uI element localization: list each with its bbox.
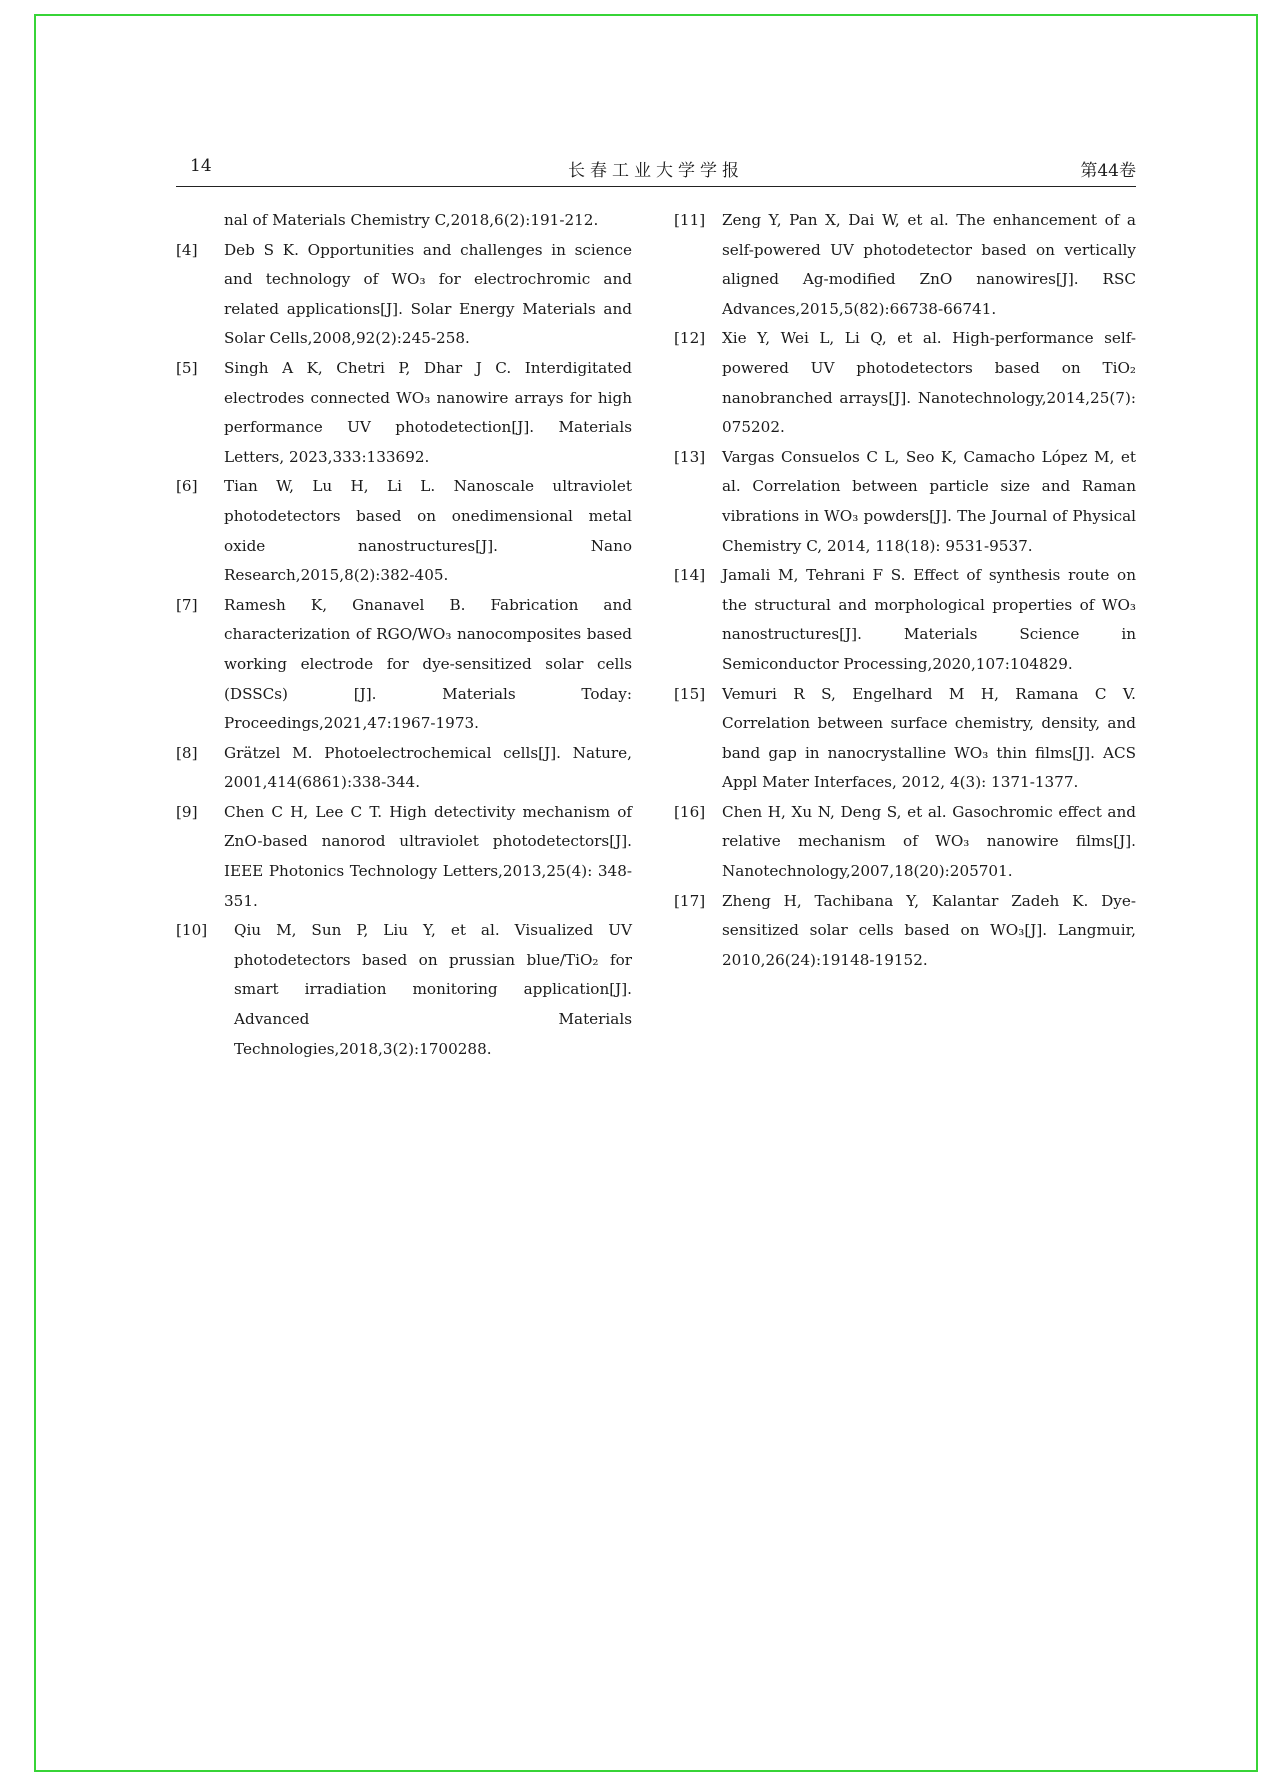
reference-item — [674, 443, 1136, 561]
reference-item — [674, 206, 1136, 324]
reference-number: [13] — [674, 447, 706, 466]
reference-item — [674, 680, 1136, 798]
reference-number: [16] — [674, 802, 706, 821]
reference-item — [176, 916, 632, 1064]
running-header — [176, 152, 1136, 187]
reference-number: [7] — [176, 595, 198, 614]
reference-column-left — [176, 206, 632, 1064]
reference-number: [10] — [176, 921, 208, 940]
reference-item — [176, 591, 632, 739]
reference-item — [176, 236, 632, 354]
reference-item — [674, 561, 1136, 679]
reference-number: [6] — [176, 477, 198, 496]
reference-item — [176, 472, 632, 590]
reference-text: Xie Y, Wei L, Li Q, et al. High-performance self-powered UV photodetectors based on TiO₂ nanobranched arrays[J]. Nanotechnology,2014,25(7): 075202. — [722, 329, 1136, 437]
reference-item — [674, 324, 1136, 442]
page-number: 14 — [190, 156, 212, 176]
reference-number: [11] — [674, 211, 706, 229]
reference-text: Zeng Y, Pan X, Dai W, et al. The enhancement of a self-powered UV photodetector based on vertically aligned Ag-modified ZnO nanowires[J]. RSC Advances,2015,5(82):66738-66741. — [722, 211, 1136, 318]
reference-item — [674, 798, 1136, 887]
reference-number: [9] — [176, 802, 198, 821]
reference-item — [176, 739, 632, 798]
reference-text: Grätzel M. Photoelectrochemical cells[J]. Nature, 2001,414(6861):338-344. — [224, 743, 632, 792]
reference-number: [17] — [674, 891, 706, 910]
reference-item — [176, 798, 632, 916]
reference-item — [674, 887, 1136, 976]
reference-number: [14] — [674, 566, 706, 585]
journal-title: 长春工业大学学报 — [568, 161, 744, 181]
reference-number: [15] — [674, 684, 706, 703]
reference-text: Chen H, Xu N, Deng S, et al. Gasochromic effect and relative mechanism of WO₃ nanowire films[J]. Nanotechnology,2007,18(20):205701. — [722, 802, 1136, 881]
reference-number: [12] — [674, 329, 706, 348]
reference-item — [176, 354, 632, 472]
reference-text: Chen C H, Lee C T. High detectivity mechanism of ZnO-based nanorod ultraviolet photodetectors[J]. IEEE Photonics Technology Letters,2013,25(4): 348-351. — [224, 802, 632, 910]
reference-text: Jamali M, Tehrani F S. Effect of synthesis route on the structural and morphological properties of WO₃ nanostructures[J]. Materials Science in Semiconductor Processing,2020,107:104829. — [722, 566, 1136, 673]
reference-text: Qiu M, Sun P, Liu Y, et al. Visualized UV photodetectors based on prussian blue/TiO₂ for smart irradiation monitoring application[J]. Advanced Materials Technologies,2018,3(2):1700288. — [234, 921, 632, 1058]
reference-continuation: nal of Materials Chemistry C,2018,6(2):191-212. — [224, 211, 599, 229]
reference-text: Singh A K, Chetri P, Dhar J C. Interdigitated electrodes connected WO₃ nanowire arrays for high performance UV photodetection[J]. Materials Letters, 2023,333:133692. — [224, 358, 632, 466]
reference-number: [5] — [176, 358, 198, 377]
reference-text: Deb S K. Opportunities and challenges in science and technology of WO₃ for electrochromic and related applications[J]. Solar Energy Materials and Solar Cells,2008,92(2):245-258. — [224, 240, 632, 348]
reference-text: Ramesh K, Gnanavel B. Fabrication and characterization of RGO/WO₃ nanocomposites based working electrode for dye-sensitized solar cells (DSSCs) [J]. Materials Today: Proceedings,2021,47:1967-1973. — [224, 595, 632, 733]
reference-number: [4] — [176, 240, 198, 259]
reference-number: [8] — [176, 743, 198, 762]
volume-label: 第44卷 — [1080, 161, 1136, 181]
reference-text: Vargas Consuelos C L, Seo K, Camacho López M, et al. Correlation between particle size and Raman vibrations in WO₃ powders[J]. The Journal of Physical Chemistry C, 2014, 118(18): 9531-9537. — [722, 447, 1136, 555]
reference-column-right — [674, 206, 1136, 975]
reference-text: Tian W, Lu H, Li L. Nanoscale ultraviolet photodetectors based on onedimensional metal oxide nanostructures[J]. Nano Research,2015,8(2):382-405. — [224, 477, 632, 585]
reference-text: Zheng H, Tachibana Y, Kalantar Zadeh K. Dye-sensitized solar cells based on WO₃[J]. Langmuir, 2010,26(24):19148-19152. — [722, 891, 1136, 969]
reference-text: Vemuri R S, Engelhard M H, Ramana C V. Correlation between surface chemistry, density, and band gap in nanocrystalline WO₃ thin films[J]. ACS Appl Mater Interfaces, 2012, 4(3): 1371-1377. — [722, 684, 1136, 792]
